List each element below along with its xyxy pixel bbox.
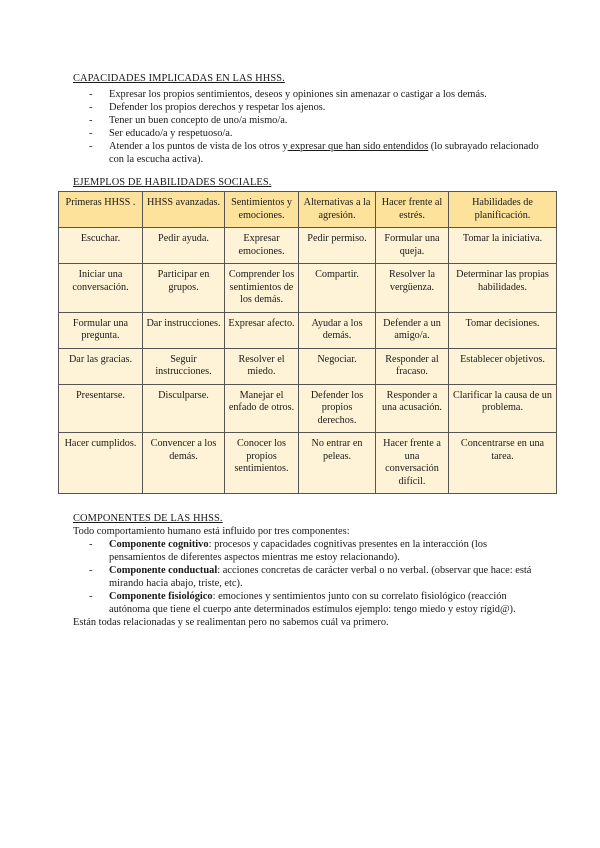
dash-bullet: - [89,591,93,602]
table-cell: Responder al fracaso. [376,348,449,384]
componentes-title: COMPONENTES DE LAS HHSS. [73,513,223,524]
table-cell: Manejar el enfado de otros. [225,384,299,433]
table-row [59,228,557,264]
table-cell: Pedir ayuda. [143,228,225,264]
table-cell: Conocer los propios sentimientos. [225,433,299,494]
table-cell: Negociar. [299,348,376,384]
table-row [59,264,557,313]
table-cell: Expresar afecto. [225,312,299,348]
table-cell: Seguir instrucciones. [143,348,225,384]
table-cell: Hacer cumplidos. [59,433,143,494]
table-cell: Participar en grupos. [143,264,225,313]
table-cell: Formular una pregunta. [59,312,143,348]
table-cell: Disculparse. [143,384,225,433]
table-cell: Dar las gracias. [59,348,143,384]
list-item: - Ser educado/a y respetuoso/a. [89,128,233,139]
table-cell: Presentarse. [59,384,143,433]
table-cell: Dar instrucciones. [143,312,225,348]
componentes-intro: Todo comportamiento humano está influido por tres componentes: [73,526,350,537]
list-item: - Defender los propios derechos y respetar los ajenos. [89,102,326,113]
table-cell: Resolver la vergüenza. [376,264,449,313]
table-cell: Ayudar a los demás. [299,312,376,348]
list-item: - Expresar los propios sentimientos, deseos y opiniones sin amenazar o castigar a los demás. [89,89,487,100]
table-cell: Establecer objetivos. [449,348,557,384]
underlined-text: expresar que han sido entendidos [287,141,429,152]
table-cell: Determinar las propias habilidades. [449,264,557,313]
dash-bullet: - [89,89,93,100]
table-cell: Concentrarse en una tarea. [449,433,557,494]
section-ejemplos [64,176,552,494]
table-row [59,384,557,433]
table-cell: Iniciar una conversación. [59,264,143,313]
table-row [59,433,557,494]
dash-bullet: - [89,141,93,152]
table-cell: Escuchar. [59,228,143,264]
table-cell: Responder a una acusación. [376,384,449,433]
table-cell: Hacer frente a una conversación difícil. [376,433,449,494]
componentes-closing: Están todas relacionadas y se realimentan pero no sabemos cuál va primero. [73,617,389,628]
table-cell: Formular una queja. [376,228,449,264]
document-page [64,72,552,629]
list-item: - Componente cognitivo: procesos y capacidades cognitivas presentes en la interacción (los pensamientos de diferentes aspectos mientras me estoy relacionando). [89,539,487,563]
section-capacidades [73,72,543,166]
table-cell: Expresar emociones. [225,228,299,264]
table-header-row [59,192,557,228]
table-header-cell: Habilidades de planificación. [449,192,557,228]
table-cell: No entrar en peleas. [299,433,376,494]
table-cell: Resolver el miedo. [225,348,299,384]
table-cell: Defender los propios derechos. [299,384,376,433]
component-name: Componente cognitivo [109,539,209,550]
dash-bullet: - [89,565,93,576]
table-row [59,312,557,348]
component-name: Componente conductual [109,565,218,576]
componentes-list [73,538,543,616]
ejemplos-title: EJEMPLOS DE HABILIDADES SOCIALES. [73,177,272,188]
list-item: - Atender a los puntos de vista de los otros y expresar que han sido entendidos (lo subrayado relacionado con la escucha activa). [89,141,539,165]
table-cell: Pedir permiso. [299,228,376,264]
table-header-cell: Primeras HHSS . [59,192,143,228]
table-cell: Defender a un amigo/a. [376,312,449,348]
table-row [59,348,557,384]
table-header-cell: Hacer frente al estrés. [376,192,449,228]
table-cell: Clarificar la causa de un problema. [449,384,557,433]
habilidades-table [58,191,557,494]
list-item: - Tener un buen concepto de uno/a mismo/a. [89,115,288,126]
table-header-cell: Sentimientos y emociones. [225,192,299,228]
capacidades-title: CAPACIDADES IMPLICADAS EN LAS HHSS. [73,73,285,84]
table-cell: Tomar la iniciativa. [449,228,557,264]
section-componentes [73,512,543,629]
dash-bullet: - [89,539,93,550]
table-cell: Convencer a los demás. [143,433,225,494]
capacidades-list [73,88,543,166]
table-header-cell: Alternativas a la agresión. [299,192,376,228]
table-cell: Comprender los sentimientos de los demás. [225,264,299,313]
table-header-cell: HHSS avanzadas. [143,192,225,228]
table-cell: Compartir. [299,264,376,313]
component-name: Componente fisiológico [109,591,213,602]
dash-bullet: - [89,115,93,126]
table-cell: Tomar decisiones. [449,312,557,348]
list-item: - Componente fisiológico: emociones y sentimientos junto con su correlato fisiológico (reacción autónoma que tiene el cuerpo ante determinados estímulos ejemplo: tengo miedo y estoy rígid@). [89,591,516,615]
dash-bullet: - [89,102,93,113]
dash-bullet: - [89,128,93,139]
list-item: - Componente conductual: acciones concretas de carácter verbal o no verbal. (observar que hace: está mirando hacia abajo, triste, etc). [89,565,532,589]
